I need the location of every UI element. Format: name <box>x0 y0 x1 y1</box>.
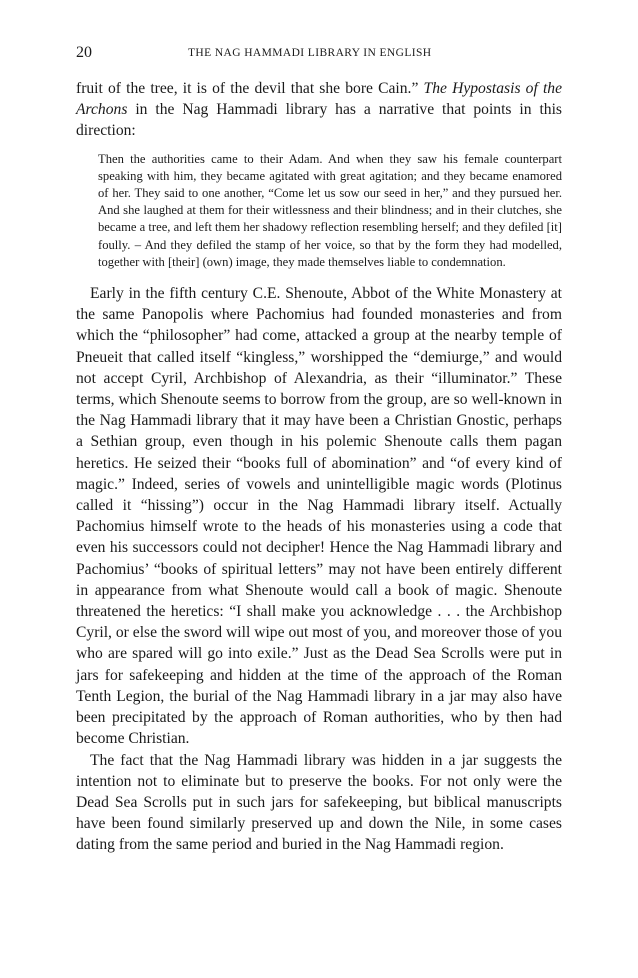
block-quote: Then the authorities came to their Adam. And when they saw his female counterpart speaking with him, they became agitated with great agitation; and they became enamored of her. They said to one another, “Come let us sow our seed in her,” and they pursued her. And she laughed at them for their witlessness and their blindness; and in their clutches, she became a tree, and left them her shadowy reflection resembling herself; and they defiled [it] foully. – And they defiled the stamp of her voice, so that by the form they had modelled, together with [their] (own) image, they made themselves liable to condemnation. <box>98 151 562 269</box>
paragraph-1 <box>76 78 562 142</box>
page-number: 20 <box>76 44 92 61</box>
book-title-hypostasis: The Hypostasis of the Archons <box>76 80 562 119</box>
running-head <box>76 44 562 70</box>
paragraph-1-start: fruit of the tree, it is of the devil that she bore Cain.” <box>76 80 424 97</box>
paragraph-3: The fact that the Nag Hammadi library was hidden in a jar suggests the intention not to eliminate but to preserve the books. For not only were the Dead Sea Scrolls put in such jars for safekeeping, but biblical manuscripts have been found similarly preserved up and down the Nile, in some cases dating from the same period and buried in the Nag Hammadi region. <box>76 751 562 854</box>
paragraph-1-end: in the Nag Hammadi library has a narrative that points in this direction: <box>76 101 562 140</box>
book-page <box>76 44 562 856</box>
paragraph-2: Early in the fifth century C.E. Shenoute, Abbot of the White Monastery at the same Panopolis where Pachomius had founded monasteries and from which the “philosopher” had come, attacked a group at the nearby temple of Pneueit that called itself “kingless,” worshipped the “demiurge,” and would not accept Cyril, Archbishop of Alexandria, as their “illuminator.” These terms, which Shenoute seems to borrow from the group, are so well-known in the Nag Hammadi library that it may have been a Christian Gnostic, perhaps a Sethian group, even though in his polemic Shenoute calls them pagan heretics. He seized their “books full of abomination” and “of every kind of magic.” Indeed, series of vowels and unintelligible magic words (Plotinus called it “hissing”) occur in the Nag Hammadi library itself. Actually Pachomius himself wrote to the heads of his monasteries using a code that even his successors could not decipher! Hence the Nag Hammadi library and Pachomius’ “books of spiritual letters” may not have been entirely different in appearance from what Shenoute would call a book of magic. Shenoute threatened the heretics: “I shall make you acknowledge . . . the Archbishop Cyril, or else the sword will wipe out most of you, and moreover those of you who are spared will go into exile.” Just as the Dead Sea Scrolls were put in jars for safekeeping and hidden at the time of the approach of the Roman Tenth Legion, the burial of the Nag Hammadi library in a jar may also have been precipitated by the approach of Roman authorities, who by then had become Christian. <box>76 285 562 748</box>
running-title: THE NAG HAMMADI LIBRARY IN ENGLISH <box>188 47 432 59</box>
